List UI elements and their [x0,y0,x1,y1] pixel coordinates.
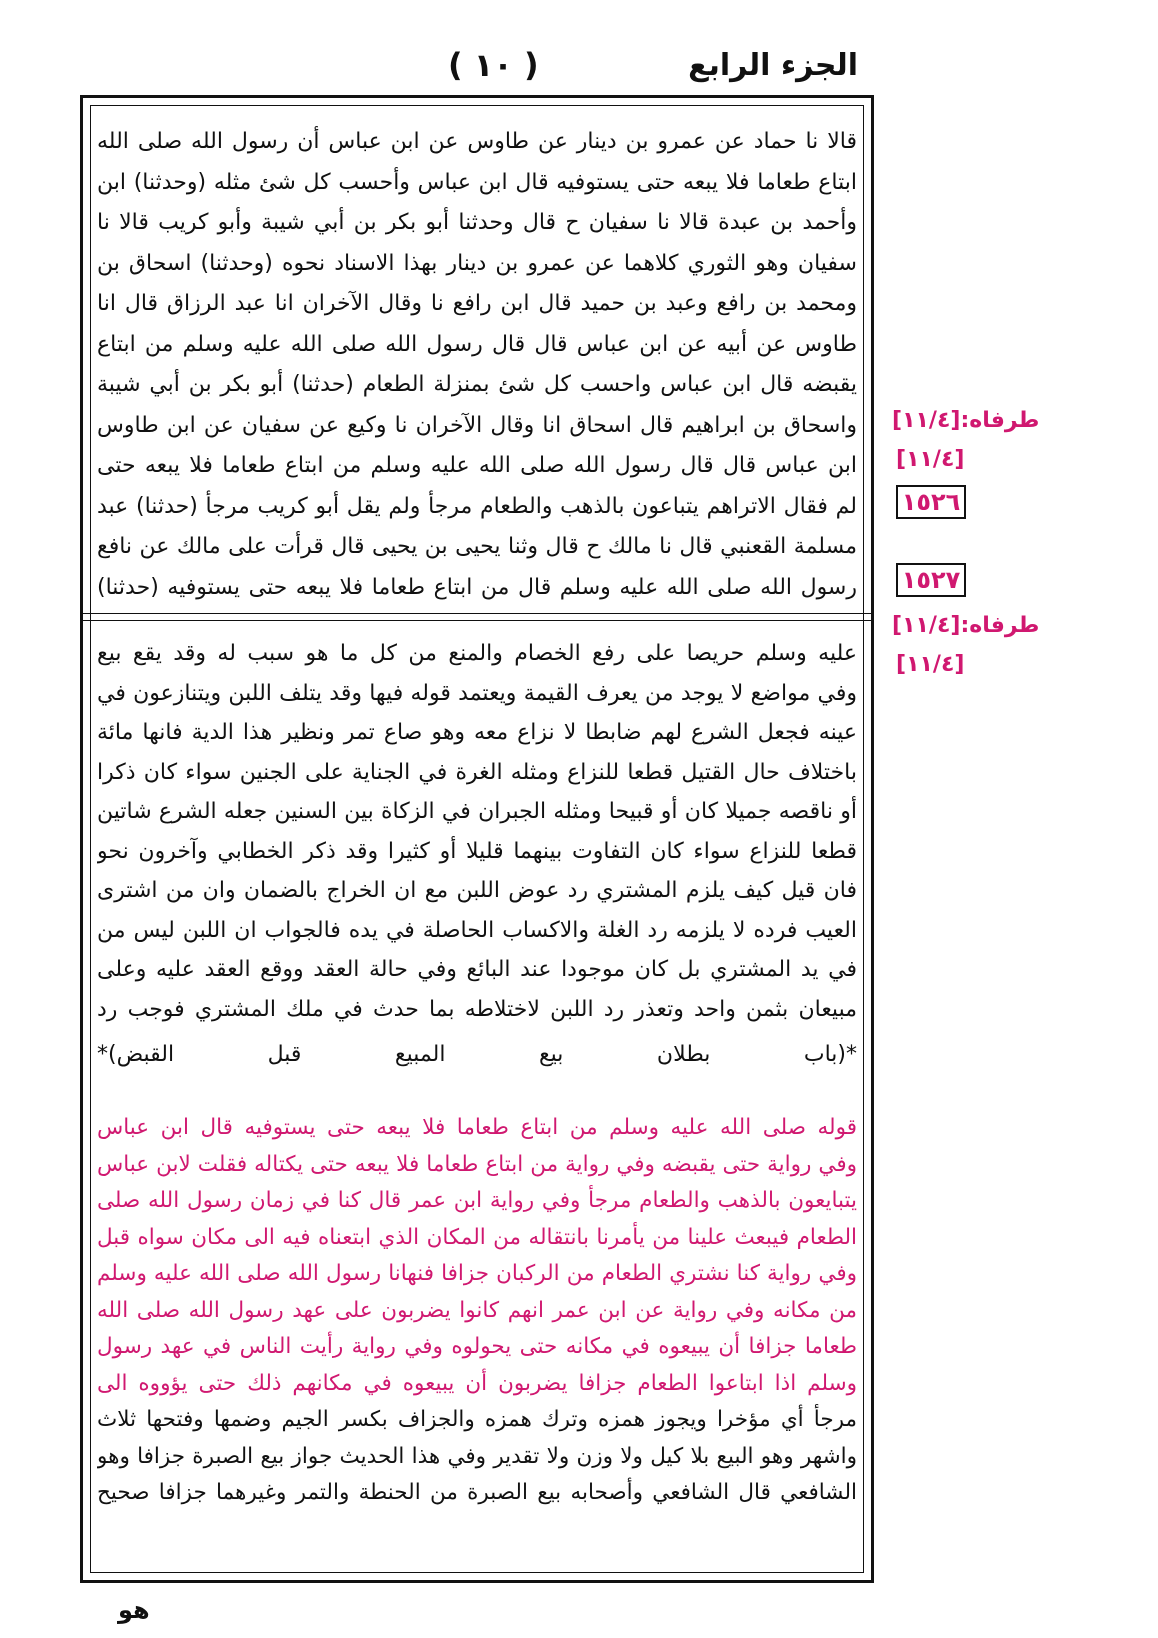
text-line: ابن عباس قال قال رسول الله صلى الله عليه وسلم من ابتاع طعاما فلا يبعه حتى [97,453,857,478]
text-line: واشهر وهو البيع بلا كيل ولا وزن ولا تقدير وفي هذا الحديث جواز بيع الصبرة جزافا وهو [97,1443,857,1469]
text-line: ابتاع طعاما فلا يبعه حتى يستوفيه قال ابن عباس وأحسب كل شئ مثله (وحدثنا) ابن [97,169,857,195]
hadith-number-box: ١٥٢٧ [896,563,966,597]
text-line: وفي رواية حتى يقبضه وفي رواية من ابتاع طعاما فلا يبعه حتى يكتاله فقلت لابن عباس [97,1151,857,1177]
text-line: يقبضه قال ابن عباس واحسب كل شئ بمنزلة الطعام (حدثنا) أبو بكر بن أبي شيبة [97,372,857,397]
text-line: طعاما جزافا أن يبيعوه في مكانه حتى يحولوه وفي رواية رأيت الناس في عهد رسول [97,1334,857,1359]
text-line: وسلم اذا ابتاعوا الطعام جزافا يضربون أن يبيعوه في مكانهم ذلك حتى يؤووه الى [97,1370,857,1396]
text-line: سفيان وهو الثوري كلاهما عن عمرو بن دينار بهذا الاسناد نحوه (وحدثنا) اسحاق بن [97,250,857,276]
page-number: ( ١٠ ) [448,46,539,84]
text-line: الطعام فيبعث علينا من يأمرنا بانتقاله من المكان الذي ابتعناه فيه الى مكان سواه قبل [97,1224,857,1250]
hadith-section [97,122,857,608]
margin-cross-reference: طرفاه:[١١/٤] [892,613,1040,638]
text-line: واسحاق بن ابراهيم قال اسحاق انا وقال الآخران نا وكيع عن سفيان عن ابن طاوس [97,412,857,438]
text-line: قالا نا حماد عن عمرو بن دينار عن طاوس عن ابن عباس أن رسول الله صلى الله [97,129,857,154]
commentary-section [97,1110,857,1512]
text-line: فان قيل كيف يلزم المشتري رد عوض اللبن مع ان الخراج بالضمان وان من اشترى [97,878,857,903]
text-line: يتبايعون بالذهب والطعام مرجأ وفي رواية ابن عمر قال كنا في زمان رسول الله صلى [97,1188,857,1213]
nawawi-section [97,634,857,1081]
text-line: طاوس عن أبيه عن ابن عباس قال قال رسول الله صلى الله عليه وسلم من ابتاع [97,331,857,357]
text-line: وفي رواية كنا نشتري الطعام من الركبان جزافا فنهانا رسول الله صلى الله عليه وسلم [97,1261,857,1286]
text-line: مرجأ أي مؤخرا ويجوز همزه وترك همزه والجزاف بكسر الجيم وضمها وفتحها ثلاث [97,1407,857,1432]
catchword: هو [118,1596,150,1624]
text-line: مبيعان بثمن واحد وتعذر رد اللبن لاختلاطه بما حدث في ملك المشتري فوجب رد [97,996,857,1022]
text-frame [80,95,874,1583]
chapter-title: *(باب بطلان بيع المبيع قبل القبض)* [97,1042,857,1067]
text-line: عينه فجعل الشرع لهم ضابطا لا نزاع معه وهو صاع تمر ونظير هذا الدية فانها مائة [97,720,857,745]
margin-cross-reference: [١١/٤] [896,447,965,472]
text-line: في يد المشتري بل كان موجودا عند البائع وفي حالة العقد ووقع العقد عليه وعلى [97,957,857,982]
text-line: العيب فرده لا يلزمه رد الغلة والاكساب الحاصلة في يده فالجواب ان اللبن ليس من [97,917,857,943]
text-line: لم فقال الاتراهم يتباعون بالذهب والطعام مرجأ ولم يقل أبو كريب مرجأ (حدثنا) عبد [97,493,857,519]
running-header-part: الجزء الرابع [688,48,858,83]
text-line: أو ناقصه جميلا كان أو قبيحا ومثله الجبران في الزكاة بين السنين جعله الشرع شاتين [97,799,857,824]
text-line: وفي مواضع لا يوجد من يعرف القيمة ويعتمد قوله فيها وقد يتلف اللبن ويتنازعون في [97,680,857,706]
margin-cross-reference: طرفاه:[١١/٤] [892,408,1040,433]
text-line: من مكانه وفي رواية عن ابن عمر انهم كانوا يضربون على عهد رسول الله صلى الله [97,1297,857,1323]
text-line: الشافعي قال الشافعي وأصحابه بيع الصبرة من الحنطة والتمر وغيرهما جزافا صحيح [97,1480,857,1505]
text-line: وأحمد بن عبدة قالا نا سفيان ح قال وحدثنا أبو بكر بن أبي شيبة وأبو كريب قالا نا [97,210,857,235]
margin-cross-reference: [١١/٤] [896,652,965,677]
text-line: مسلمة القعنبي قال نا مالك ح قال وثنا يحيى بن يحيى قال قرأت على مالك عن نافع [97,534,857,559]
text-line: باختلاف حال القتيل قطعا للنزاع ومثله الغرة في الجناية على الجنين سواء كان ذكرا [97,759,857,785]
text-line: عليه وسلم حريصا على رفع الخصام والمنع من كل ما هو سبب له وقد يقع بيع [97,641,857,666]
text-line: رسول الله صلى الله عليه وسلم قال من ابتاع طعاما فلا يبعه حتى يستوفيه (حدثنا) [97,574,857,600]
text-line: قوله صلى الله عليه وسلم من ابتاع طعاما فلا يبعه حتى يستوفيه قال ابن عباس [97,1115,857,1140]
hadith-number-box: ١٥٢٦ [896,485,966,519]
section-divider [83,613,871,621]
text-line: ومحمد بن رافع وعبد بن حميد قال ابن رافع نا وقال الآخران انا عبد الرزاق قال انا [97,291,857,316]
text-line: قطعا للنزاع سواء كان التفاوت بينهما قليلا أو كثيرا وقد ذكر الخطابي وآخرون نحو [97,838,857,864]
